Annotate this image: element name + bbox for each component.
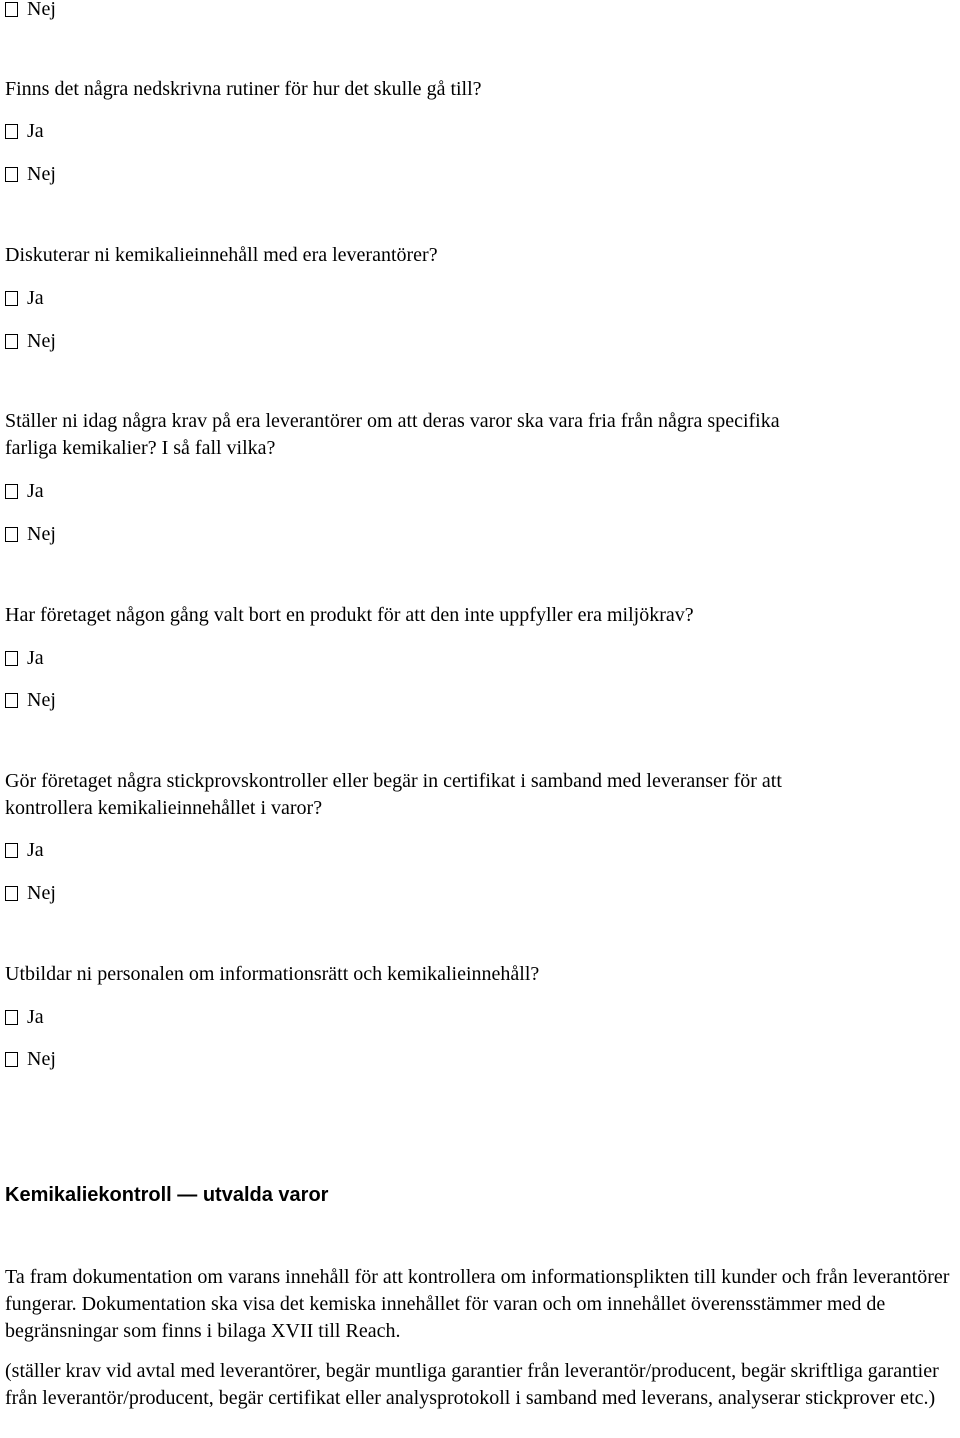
section-heading: Kemikaliekontroll — utvalda varor — [5, 1184, 329, 1206]
option-label: Nej — [27, 1048, 56, 1070]
checkbox[interactable] — [5, 167, 18, 182]
checkbox[interactable] — [5, 484, 18, 499]
option-label: Ja — [27, 120, 44, 142]
option-label: Nej — [27, 882, 56, 904]
option-label: Ja — [27, 1006, 44, 1028]
option-label: Ja — [27, 839, 44, 861]
question-4: Har företaget någon gång valt bort en produkt för att den inte uppfyller era miljökrav? — [5, 604, 694, 626]
question-2: Diskuterar ni kemikalieinnehåll med era leverantörer? — [5, 244, 438, 266]
q4-option-no[interactable] — [5, 687, 56, 714]
q2-option-no[interactable] — [5, 328, 56, 355]
q3-option-yes[interactable] — [5, 478, 44, 505]
checkbox[interactable] — [5, 291, 18, 306]
option-label: Nej — [27, 523, 56, 545]
q5-option-yes[interactable] — [5, 837, 44, 864]
option-label: Nej — [27, 689, 56, 711]
question-5-line-1: Gör företaget några stickprovskontroller eller begär in certifikat i samband med leveranser för att — [5, 770, 782, 792]
option-label: Nej — [27, 0, 56, 20]
checkbox[interactable] — [5, 1052, 18, 1067]
checkbox[interactable] — [5, 527, 18, 542]
question-3-line-2: farliga kemikalier? I så fall vilka? — [5, 437, 276, 459]
checkbox[interactable] — [5, 651, 18, 666]
option-label: Nej — [27, 163, 56, 185]
q6-option-no[interactable] — [5, 1046, 56, 1073]
q4-option-yes[interactable] — [5, 645, 44, 672]
section-paragraph-2: (ställer krav vid avtal med leverantörer, begär muntliga garantier från leverantör/producent, begär skriftliga garantier från leverantör/producent, begär certifikat eller analysprotokoll i samband med leverans, analyserar stickprover etc.) — [5, 1360, 939, 1409]
question-3-line-1: Ställer ni idag några krav på era leverantörer om att deras varor ska vara fria från några specifika — [5, 410, 780, 432]
option-label: Ja — [27, 647, 44, 669]
checkbox[interactable] — [5, 2, 18, 17]
checkbox[interactable] — [5, 843, 18, 858]
checkbox[interactable] — [5, 334, 18, 349]
section-paragraph-1: Ta fram dokumentation om varans innehåll för att kontrollera om informationsplikten till kunder och från leverantörer fungerar. Dokumentation ska visa det kemiska innehållet för varan och om innehållet överensstämmer med de begränsningar som finns i bilaga XVII till Reach. — [5, 1266, 950, 1342]
q1-option-no[interactable] — [5, 161, 56, 188]
question-5-line-2: kontrollera kemikalieinnehållet i varor? — [5, 797, 323, 819]
option-no-previous[interactable] — [5, 0, 56, 23]
q1-option-yes[interactable] — [5, 118, 44, 145]
q3-option-no[interactable] — [5, 521, 56, 548]
option-label: Ja — [27, 480, 44, 502]
q5-option-no[interactable] — [5, 880, 56, 907]
option-label: Nej — [27, 330, 56, 352]
checkbox[interactable] — [5, 693, 18, 708]
q2-option-yes[interactable] — [5, 285, 44, 312]
question-1: Finns det några nedskrivna rutiner för hur det skulle gå till? — [5, 78, 482, 100]
checkbox[interactable] — [5, 124, 18, 139]
question-6: Utbildar ni personalen om informationsrätt och kemikalieinnehåll? — [5, 963, 540, 985]
option-label: Ja — [27, 287, 44, 309]
q6-option-yes[interactable] — [5, 1004, 44, 1031]
checkbox[interactable] — [5, 886, 18, 901]
checkbox[interactable] — [5, 1010, 18, 1025]
